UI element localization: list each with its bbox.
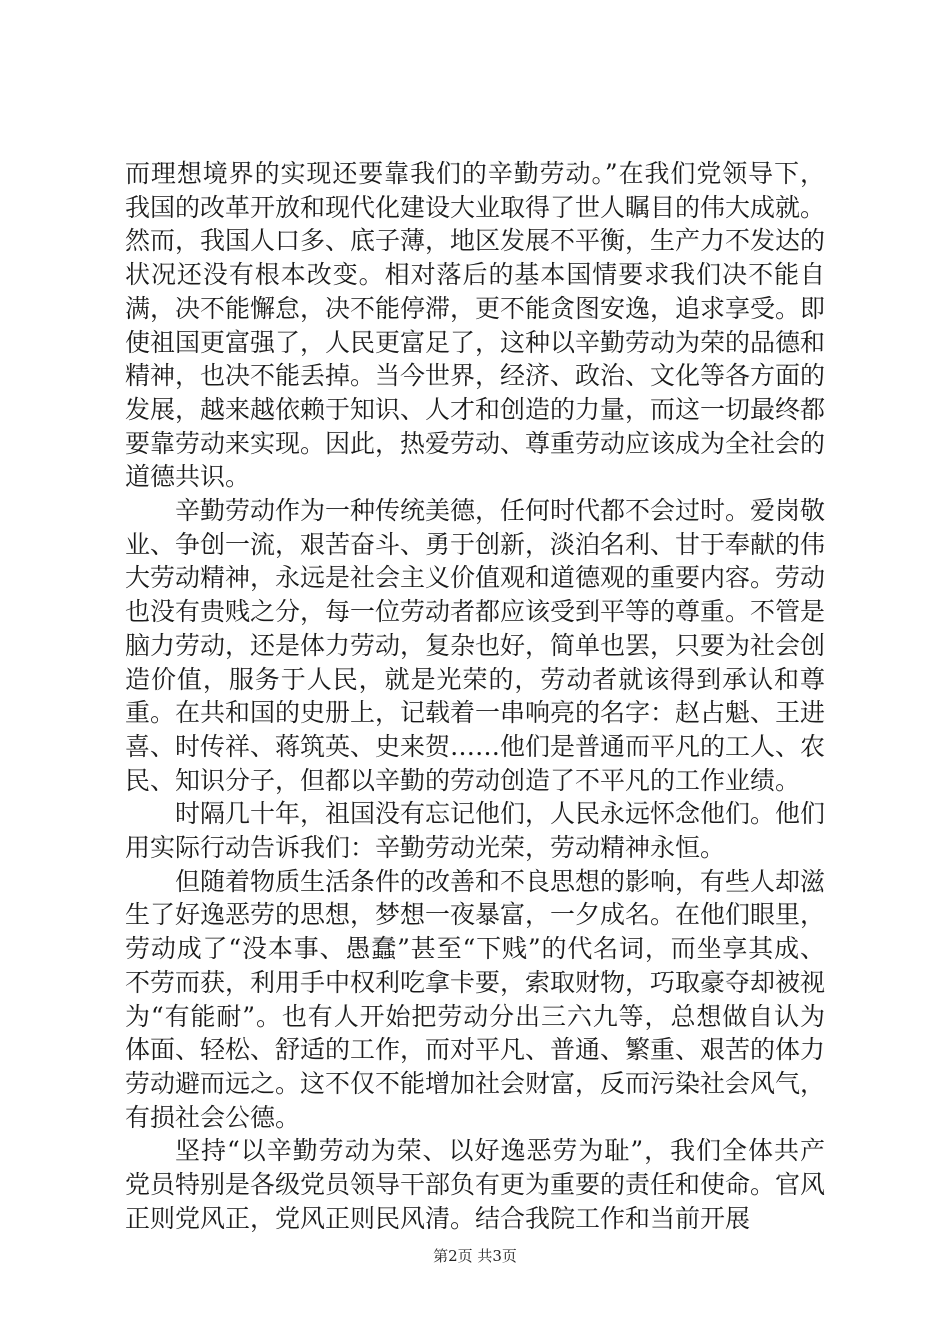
paragraph-2: 辛勤劳动作为一种传统美德，任何时代都不会过时。爱岗敬业、争创一流，艰苦奋斗、勇于创新，淡泊名利、甘于奉献的伟大劳动精神，永远是社会主义价值观和道德观的重要内容。劳动也没有贵贱之分，每一位劳动者都应该受到平等的尊重。不管是脑力劳动，还是体力劳动，复杂也好，简单也罢，只要为社会创造价值，服务于人民，就是光荣的，劳动者就该得到承认和尊重。在共和国的史册上，记载着一串响亮的名字：赵占魁、王进喜、时传祥、蒋筑英、史来贺……他们是普通而平凡的工人、农民、知识分子，但都以辛勤的劳动创造了不平凡的工作业绩。 — [125, 496, 826, 795]
page-number-footer: 第2页 共3页 — [433, 1247, 517, 1265]
paragraph-3: 时隔几十年，祖国没有忘记他们，人民永远怀念他们。他们用实际行动告诉我们：辛勤劳动光荣，劳动精神永恒。 — [125, 799, 826, 863]
paragraph-4: 但随着物质生活条件的改善和不良思想的影响，有些人却滋生了好逸恶劳的思想，梦想一夜暴富，一夕成名。在他们眼里，劳动成了“没本事、愚蠢”甚至“下贱”的代名词，而坐享其成、不劳而获，利用手中权利吃拿卡要，索取财物，巧取豪夺却被视为“有能耐”。也有人开始把劳动分出三六九等，总想做自认为体面、轻松、舒适的工作，而对平凡、普通、繁重、艰苦的体力劳动避而远之。这不仅不能增加社会财富，反而污染社会风气，有损社会公德。 — [125, 866, 826, 1132]
document-body — [125, 157, 825, 1236]
paragraph-1: 而理想境界的实现还要靠我们的辛勤劳动。”在我们党领导下，我国的改革开放和现代化建设大业取得了世人瞩目的伟大成就。然而，我国人口多、底子薄，地区发展不平衡，生产力不发达的状况还没有根本改变。相对落后的基本国情要求我们决不能自满，决不能懈怠，决不能停滞，更不能贪图安逸，追求享受。即使祖国更富强了，人民更富足了，这种以辛勤劳动为荣的品德和精神，也决不能丢掉。当今世界，经济、政治、文化等各方面的发展，越来越依赖于知识、人才和创造的力量，而这一切最终都要靠劳动来实现。因此，热爱劳动、尊重劳动应该成为全社会的道德共识。 — [125, 159, 826, 492]
paragraph-5: 坚持“以辛勤劳动为荣、以好逸恶劳为耻”，我们全体共产党员特别是各级党员领导干部负有更为重要的责任和使命。官风正则党风正，党风正则民风清。结合我院工作和当前开展 — [125, 1136, 826, 1233]
